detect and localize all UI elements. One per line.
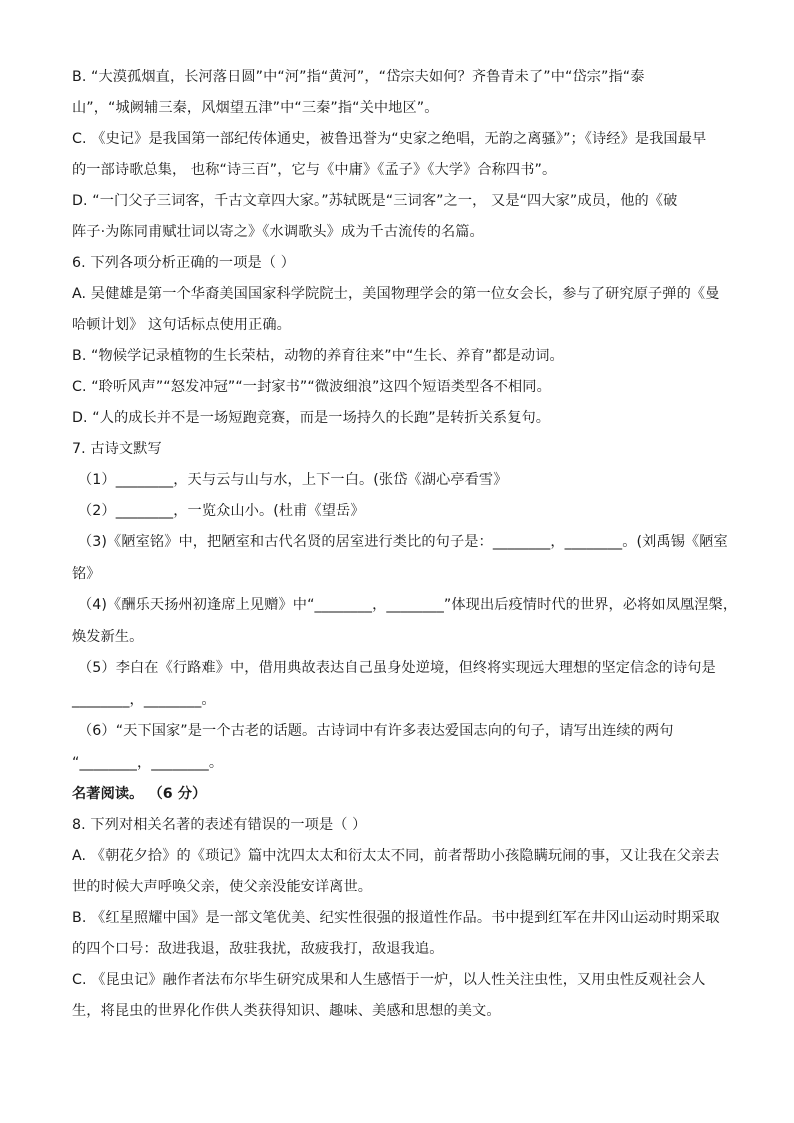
q6-option-a-line-2: 哈顿计划》 这句话标点使用正确。	[72, 317, 291, 333]
q7-item-4-line-1: （4)《酬乐天扬州初逢席上见赠》中“________，________”体现出后疫情时代的世界，必将如凤凰涅槃，	[78, 597, 738, 613]
q7-item-6-line-2: “________，________。	[72, 755, 224, 771]
q6-option-c: C. “聆听风声”“怒发冲冠”“一封家书”“微波细浪”这四个短语类型各不相同。	[72, 379, 551, 395]
q7-item-4-line-2: 焕发新生。	[72, 629, 144, 645]
q7-item-1: （1）________，天与云与山与水，上下一白。(张岱《湖心亭看雪》	[78, 472, 508, 488]
question-8-stem: 8. 下列对相关名著的表述有错误的一项是（ ）	[72, 817, 367, 833]
q8-option-c-line-2: 生，将昆虫的世界化作供人类获得知识、趣味、美感和思想的美文。	[72, 1003, 501, 1019]
option-b-line-2: 山”，“城阙辅三秦，风烟望五津”中“三秦”指“关中地区”。	[72, 100, 439, 116]
option-c-line-1: C. 《史记》是我国第一部纪传体通史，被鲁迅誉为“史家之绝唱，无韵之离骚》”；《诗经》是我国最早	[72, 131, 707, 147]
question-7-stem: 7. 古诗文默写	[72, 441, 162, 457]
q8-option-c-line-1: C. 《昆虫记》融作者法布尔毕生研究成果和人生感悟于一炉，以人性关注虫性，又用虫性反观社会人	[72, 972, 706, 988]
option-b-line-1: B. “大漠孤烟直，长河落日圆”中“河”指“黄河”，“岱宗夫如何？齐鲁青未了”中“岱宗”指“泰	[72, 69, 645, 85]
option-d-line-1: D. “一门父子三词客，千古文章四大家。”苏轼既是“三词客”之一， 又是“四大家”成员，他的《破	[72, 193, 678, 209]
q7-item-5-line-1: （5）李白在《行路难》中，借用典故表达自己虽身处逆境，但终将实现远大理想的坚定信念的诗句是	[78, 660, 716, 676]
q8-option-a-line-1: A. 《朝花夕拾》的《琐记》篇中沈四太太和衍太太不同，前者帮助小孩隐瞒玩闹的事，又让我在父亲去	[72, 848, 720, 864]
q6-option-b: B. “物候学记录植物的生长荣枯，动物的养育往来”中“生长、养育”都是动词。	[72, 348, 564, 364]
q8-option-b-line-2: 的四个口号：敌进我退，敌驻我扰，敌疲我打，敌退我追。	[72, 941, 444, 957]
q7-item-6-line-1: （6）“天下国家”是一个古老的话题。古诗词中有许多表达爱国志向的句子，请写出连续的两句	[78, 723, 674, 739]
option-c-line-2: 的一部诗歌总集， 也称“诗三百”，它与《中庸》《孟子》《大学》合称四书”。	[72, 162, 557, 178]
option-d-line-2: 阵子·为陈同甫赋壮词以寄之》《水调歌头》成为千古流传的名篇。	[72, 224, 484, 240]
q8-option-a-line-2: 世的时候大声呼唤父亲，使父亲没能安详离世。	[72, 879, 373, 895]
q6-option-a-line-1: A. 吴健雄是第一个华裔美国国家科学院院士，美国物理学会的第一位女会长，参与了研究原子弹的《曼	[72, 286, 720, 302]
q6-option-d: D. “人的成长并不是一场短跑竞赛，而是一场持久的长跑”是转折关系复句。	[72, 410, 551, 426]
section-heading-classics: 名著阅读。 （6 分）	[72, 786, 207, 802]
q7-item-3-line-2: 铭》	[72, 566, 101, 582]
q7-item-2: （2）________，一览众山小。(杜甫《望岳》	[78, 503, 365, 519]
question-6-stem: 6. 下列各项分析正确的一项是（ ）	[72, 255, 295, 271]
q7-item-3-line-1: （3)《陋室铭》中，把陋室和古代名贤的居室进行类比的句子是：________，________。(刘禹锡《陋室	[78, 534, 728, 550]
q8-option-b-line-1: B. 《红星照耀中国》是一部文笔优美、纪实性很强的报道性作品。书中提到红军在井冈山运动时期采取	[72, 910, 720, 926]
q7-item-5-line-2: ________，________。	[72, 692, 216, 708]
